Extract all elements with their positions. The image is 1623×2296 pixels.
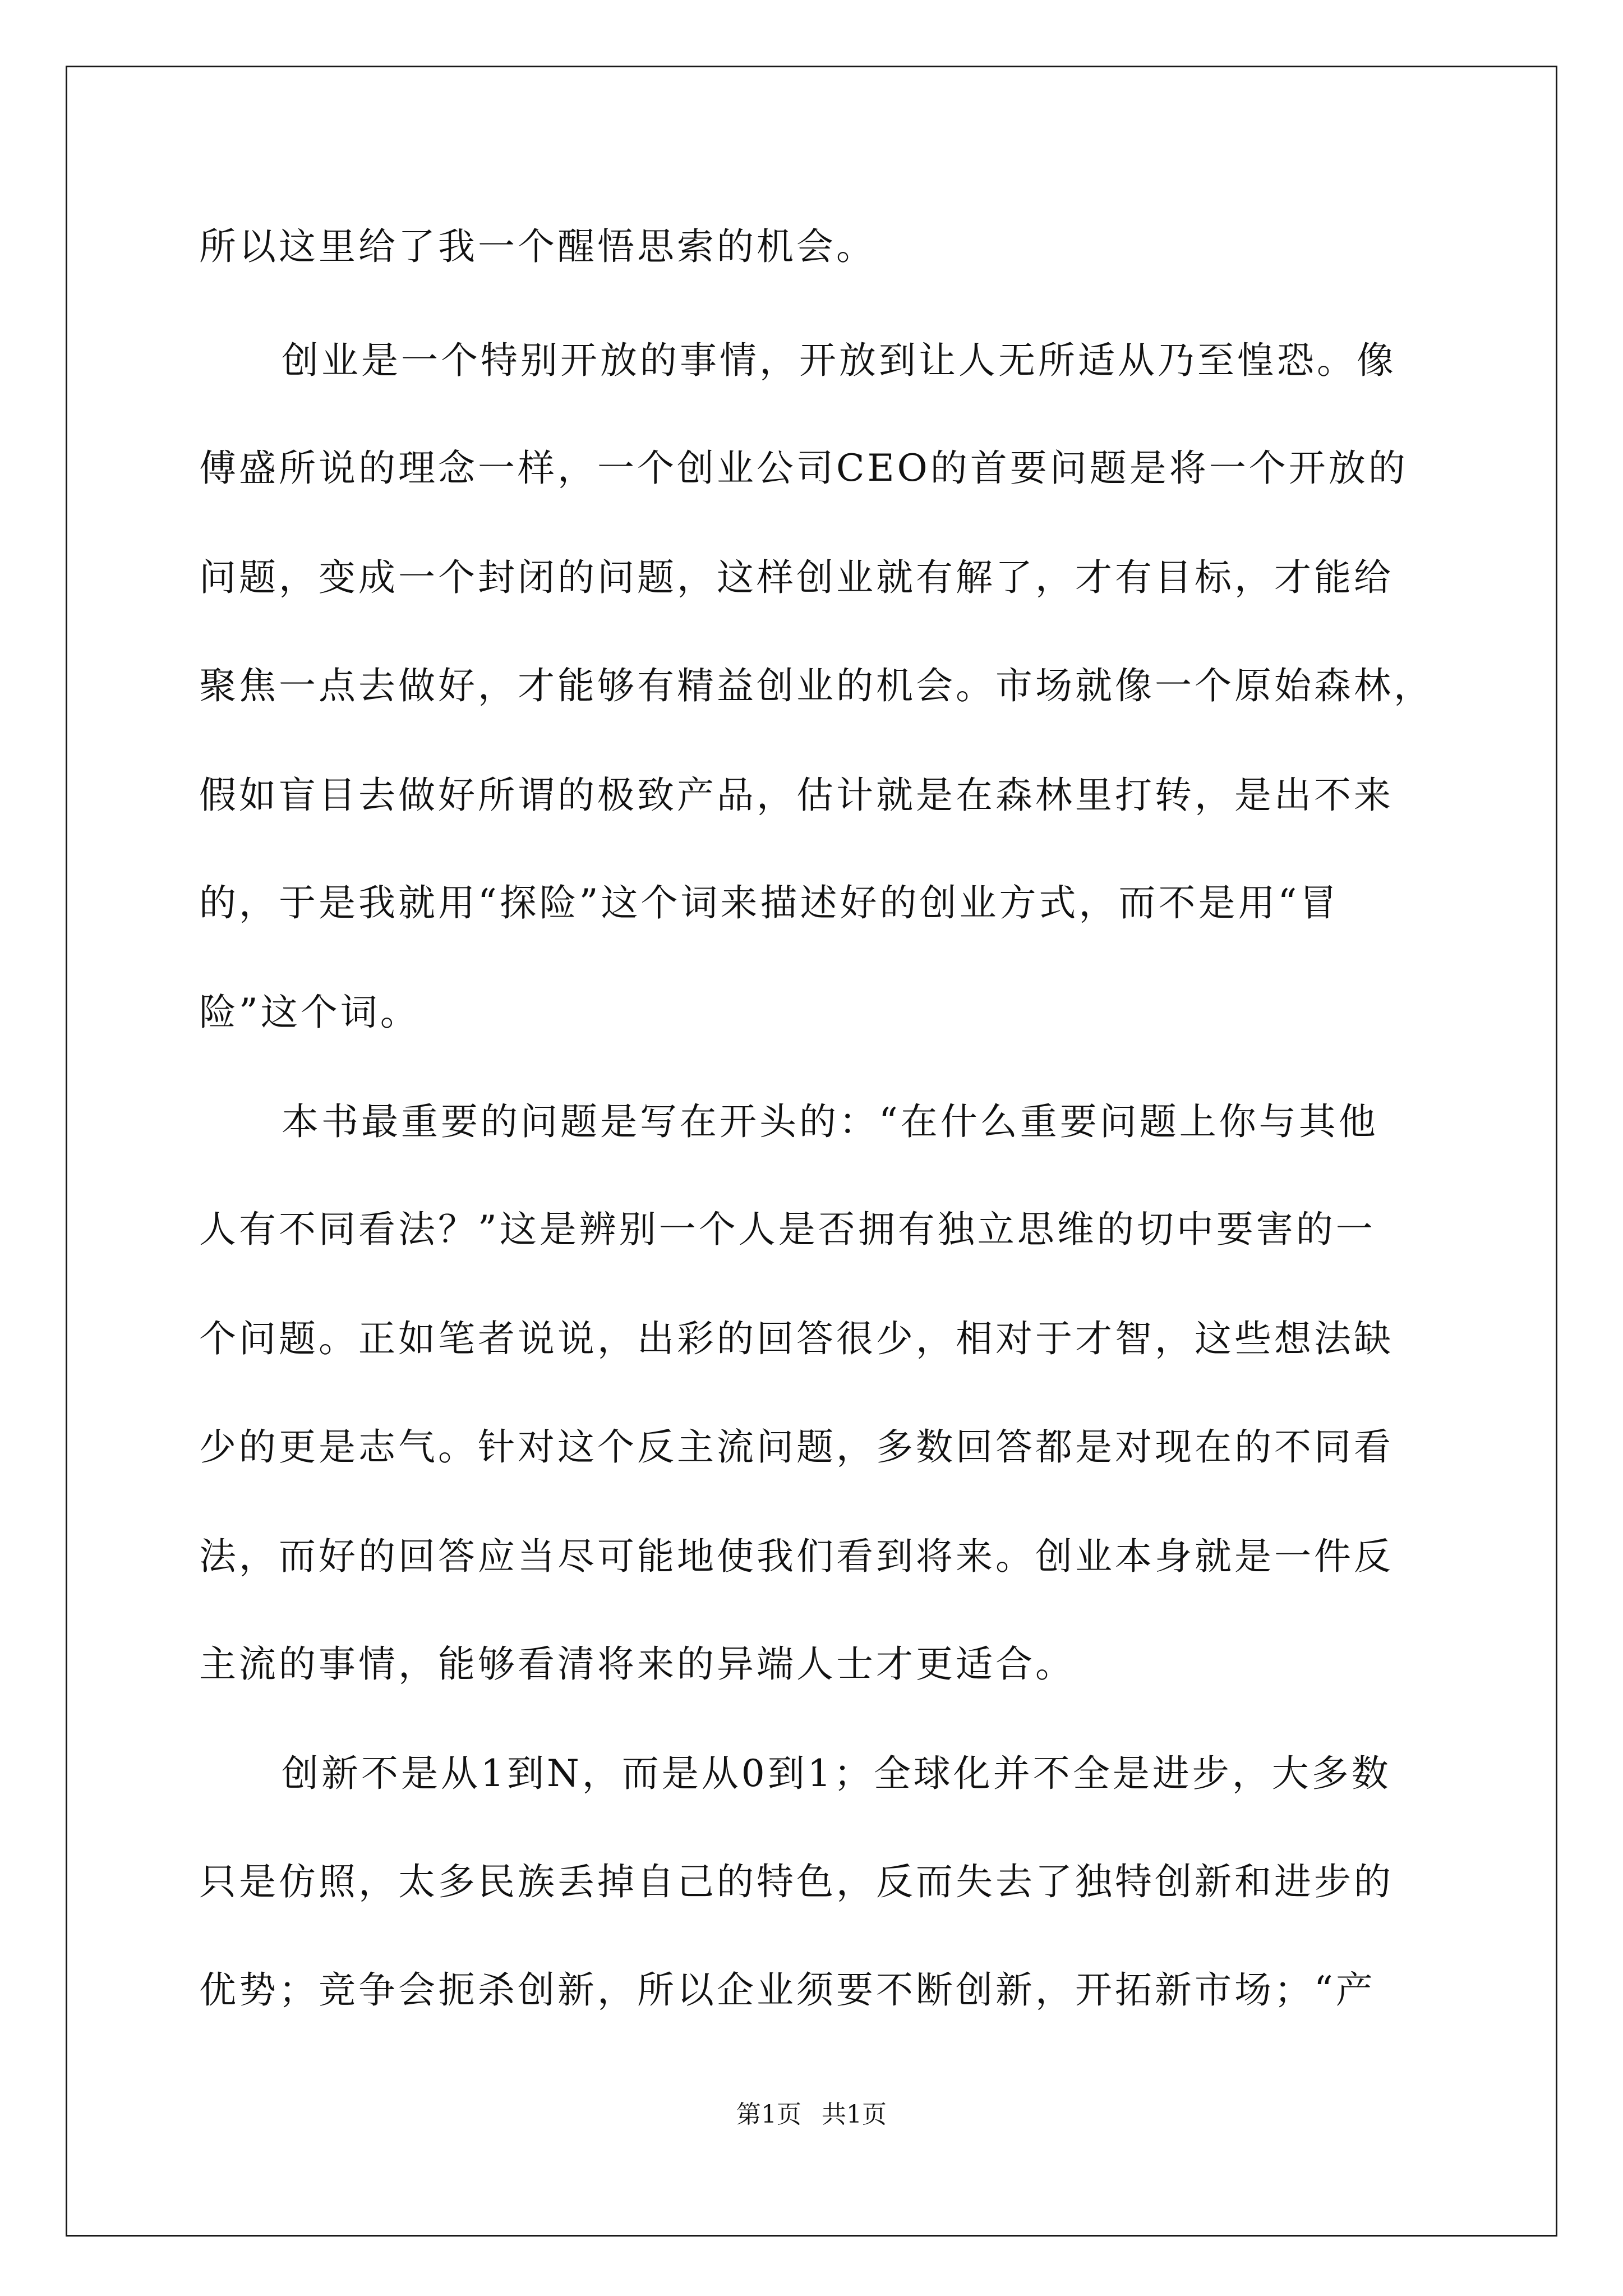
page-number: 第1页	[736, 2100, 801, 2129]
text-line: 所以这里给了我一个醒悟思索的机会。	[199, 225, 876, 268]
text-line: 傅盛所说的理念一样，一个创业公司CEO的首要问题是将一个开放的	[199, 447, 1408, 490]
text-line: 个问题。正如笔者说说，出彩的回答很少，相对于才智，这些想法缺	[199, 1317, 1394, 1360]
text-line: 险”这个词。	[199, 991, 420, 1034]
text-line: 法，而好的回答应当尽可能地使我们看到将来。创业本身就是一件反	[199, 1535, 1394, 1578]
text-line: 假如盲目去做好所谓的极致产品，估计就是在森林里打转，是出不来	[199, 774, 1394, 817]
page-total: 共1页	[822, 2100, 887, 2129]
text-line: 聚焦一点去做好，才能够有精益创业的机会。市场就像一个原始森林，	[199, 664, 1433, 707]
paragraph-first-line: 创新不是从1到N，而是从0到1；全球化并不全是进步，大多数	[282, 1752, 1391, 1795]
text-line: 问题，变成一个封闭的问题，这样创业就有解了，才有目标，才能给	[199, 556, 1394, 599]
paragraph-first-line: 本书最重要的问题是写在开头的：“在什么重要问题上你与其他	[282, 1100, 1378, 1143]
text-line: 优势；竞争会扼杀创新，所以企业须要不断创新，开拓新市场；“产	[199, 1968, 1376, 2012]
text-line: 人有不同看法？”这是辨别一个人是否拥有独立思维的切中要害的一	[199, 1208, 1376, 1251]
text-line: 主流的事情，能够看清将来的异端人士才更适合。	[199, 1642, 1075, 1686]
text-line: 少的更是志气。针对这个反主流问题，多数回答都是对现在的不同看	[199, 1425, 1394, 1469]
paragraph-first-line: 创业是一个特别开放的事情，开放到让人无所适从乃至惶恐。像	[282, 339, 1396, 382]
text-line: 的，于是我就用“探险”这个词来描述好的创业方式，而不是用“冒	[199, 881, 1340, 924]
page-footer	[0, 2098, 1623, 2132]
text-line: 只是仿照，太多民族丢掉自己的特色，反而失去了独特创新和进步的	[199, 1860, 1394, 1903]
page-border	[66, 66, 1557, 2237]
